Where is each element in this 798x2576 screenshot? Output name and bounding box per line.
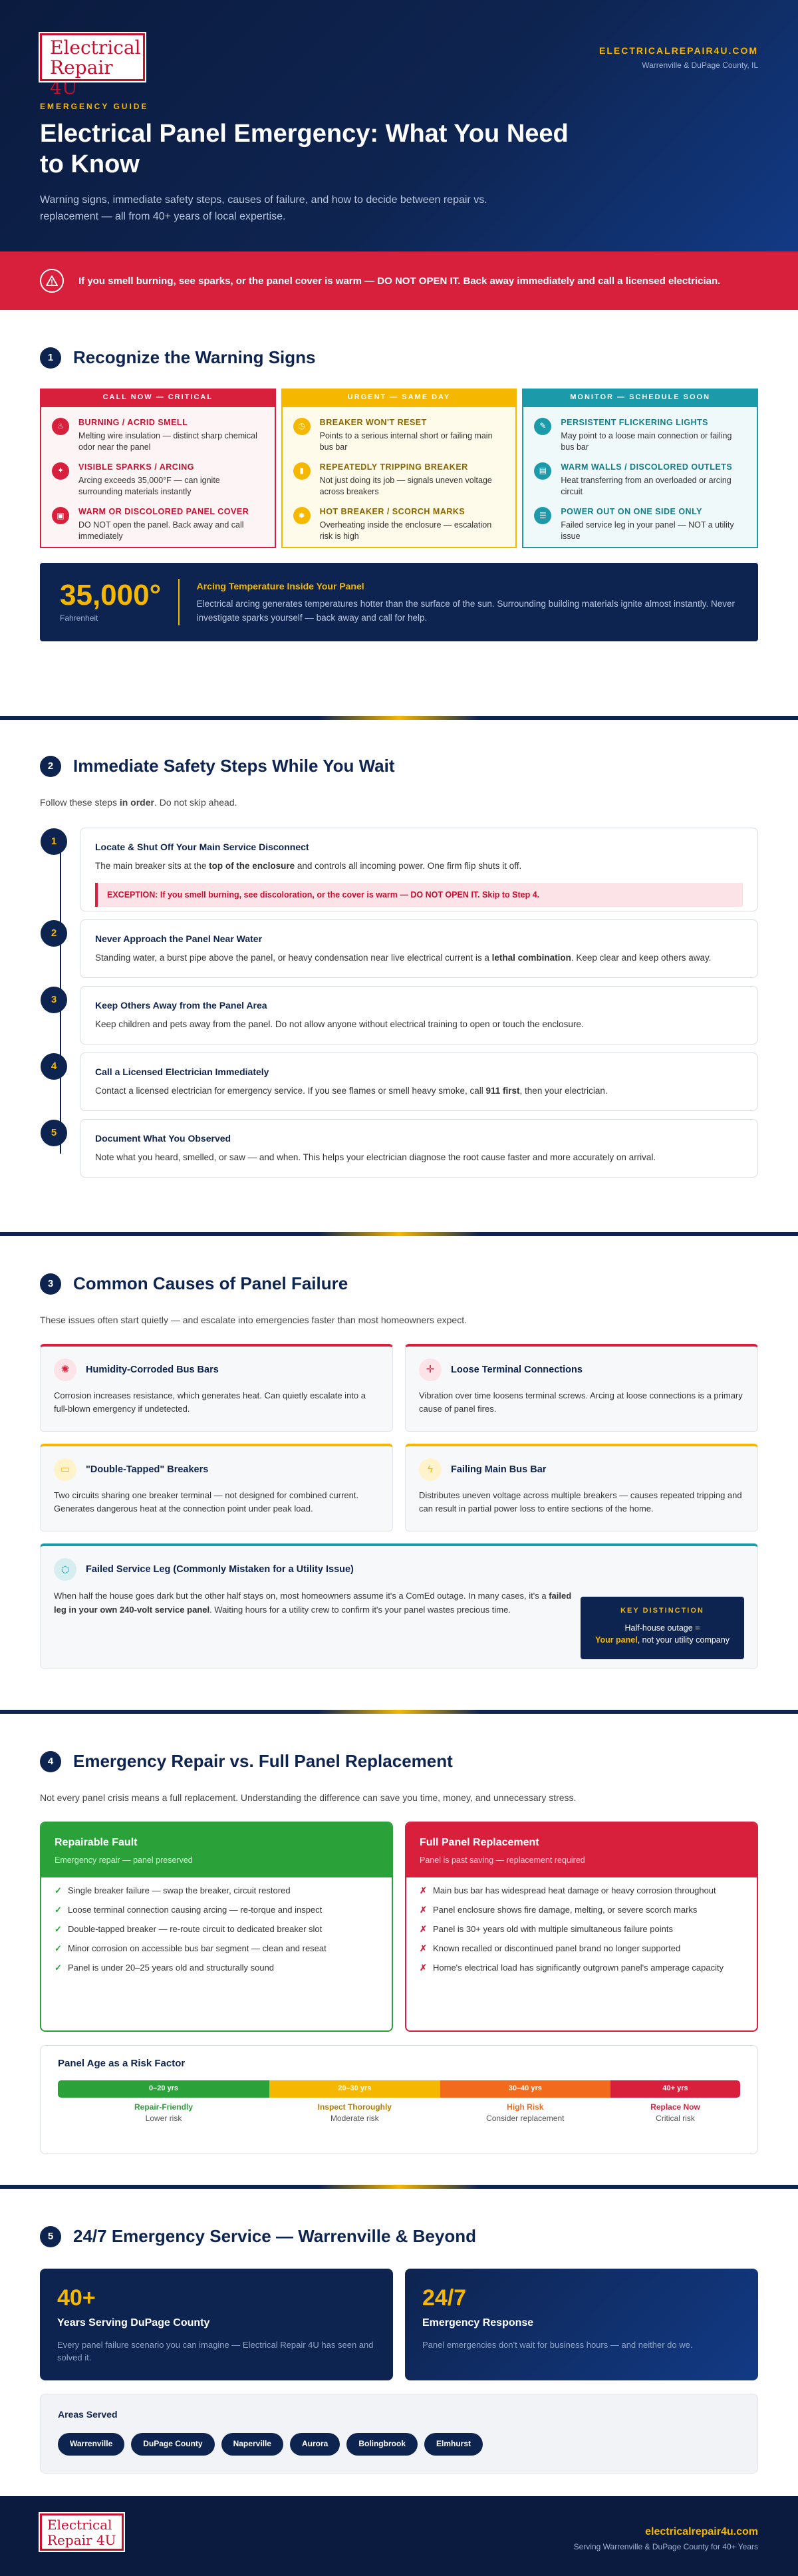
list-item <box>420 1942 743 1955</box>
logo-line-2: Repair 4U <box>47 2532 116 2548</box>
section-number: 2 <box>40 756 61 777</box>
warning-title: WARM OR DISCOLORED PANEL COVER <box>78 507 249 517</box>
section-title: 24/7 Emergency Service — Warrenville & Beyond <box>73 2226 476 2247</box>
step-description: The main breaker sits at the top of the enclosure and controls all incoming power. One firm flip shuts it off. <box>95 860 522 871</box>
section-lead: Not every panel crisis means a full replacement. Understanding the difference can save you time, money, and unnecessary stress. <box>40 1792 577 1803</box>
arcing-stat-banner <box>40 563 758 641</box>
list-item <box>55 1961 378 1974</box>
card-subtitle: Panel is past saving — replacement required <box>420 1855 585 1865</box>
section-service <box>0 2189 798 2486</box>
cause-description: Vibration over time loosens terminal screws. Arcing at loose connections is a primary cause of panel fires. <box>419 1390 743 1414</box>
corrosion-icon: ✺ <box>54 1359 76 1381</box>
repair-list <box>41 1877 392 1987</box>
list-text: Panel is 30+ years old with multiple simultaneous failure points <box>433 1924 673 1935</box>
cause-header <box>54 1359 379 1381</box>
step-number: 5 <box>41 1120 67 1146</box>
list-text: Double-tapped breaker — re-route circuit to dedicated breaker slot <box>68 1924 323 1935</box>
step-description: Note what you heard, smelled, or saw — and when. This helps your electrician diagnose the root cause faster and more accurately on arrival. <box>95 1152 656 1162</box>
list-marker-icon: ✗ <box>420 1885 427 1896</box>
bulb-icon: ✎ <box>534 418 551 435</box>
list-marker-icon: ✗ <box>420 1963 427 1973</box>
warning-description: Failed service leg in your panel — NOT a utility issue <box>561 520 734 542</box>
section-title: Immediate Safety Steps While You Wait <box>73 756 395 776</box>
risk-label <box>440 2102 611 2125</box>
risk-segment: 0–20 yrs <box>58 2080 269 2098</box>
warning-description: May point to a loose main connection or failing bus bar <box>561 431 732 452</box>
footer-tagline: Serving Warrenville & DuPage County for 40+ Years <box>573 2542 758 2551</box>
section-warning-signs <box>0 310 798 716</box>
warning-description: Not just doing its job — signals uneven voltage across breakers <box>319 476 492 497</box>
section-lead: These issues often start quietly — and escalate into emergencies faster than most homeowners expect. <box>40 1315 467 1325</box>
alert-text: If you smell burning, see sparks, or the panel cover is warm — DO NOT OPEN IT. Back away immediately and call a licensed electrician. <box>78 275 721 287</box>
crosshair-icon: ✛ <box>419 1359 442 1381</box>
risk-label <box>610 2102 740 2125</box>
section-heading <box>40 1747 758 1776</box>
section-title: Emergency Repair vs. Full Panel Replacement <box>73 1751 453 1772</box>
risk-segment: 30–40 yrs <box>440 2080 611 2098</box>
key-distinction-answer: Your panel, not your utility company <box>595 1635 730 1645</box>
response-title: Emergency Response <box>422 2317 534 2329</box>
list-marker-icon: ✓ <box>55 1963 62 1973</box>
logo-line-1: Electrical <box>50 37 141 59</box>
warning-item <box>293 461 505 498</box>
list-text: Home's electrical load has significantly outgrown panel's amperage capacity <box>433 1963 724 1973</box>
risk-bar <box>58 2080 740 2098</box>
warning-item <box>52 416 264 453</box>
step-card <box>51 1119 758 1178</box>
risk-name: Inspect Thoroughly <box>317 2102 392 2112</box>
list-text: Single breaker failure — swap the breaker, circuit restored <box>68 1885 291 1896</box>
warning-description: Overheating inside the enclosure — escalation risk is high <box>319 520 492 542</box>
panel-age-risk <box>40 2045 758 2154</box>
step-card <box>51 1052 758 1111</box>
section-repair-vs-replace <box>0 1714 798 2185</box>
response-value: 24/7 <box>422 2285 467 2311</box>
list-marker-icon: ✗ <box>420 1924 427 1935</box>
list-text: Minor corrosion on accessible bus bar segment — clean and reseat <box>68 1943 327 1954</box>
warning-item <box>534 506 746 542</box>
years-value: 40+ <box>57 2285 96 2311</box>
list-text: Panel is under 20–25 years old and structurally sound <box>68 1963 275 1973</box>
column-header: MONITOR — SCHEDULE SOON <box>522 389 758 407</box>
column-body <box>522 407 758 548</box>
response-description: Panel emergencies don't wait for business hours — and neither do we. <box>422 2340 693 2350</box>
section-title: Recognize the Warning Signs <box>73 347 316 368</box>
risk-name: Repair-Friendly <box>134 2102 194 2112</box>
step-number: 2 <box>41 920 67 947</box>
cause-title: Failing Main Bus Bar <box>451 1464 547 1475</box>
card-title: Full Panel Replacement <box>420 1837 539 1849</box>
section-number: 1 <box>40 347 61 369</box>
list-text: Main bus bar has widespread heat damage or heavy corrosion throughout <box>433 1885 716 1896</box>
area-chip[interactable]: Warrenville <box>58 2433 124 2455</box>
areas-served <box>40 2394 758 2474</box>
logo-line-2: Repair 4U <box>50 57 113 98</box>
service-leg-card <box>40 1543 758 1669</box>
area-chip[interactable]: Bolingbrook <box>346 2433 418 2455</box>
warning-item <box>293 506 505 542</box>
warning-item <box>293 416 505 453</box>
causes-grid <box>40 1344 758 1531</box>
section-safety-steps <box>0 720 798 1232</box>
cause-description: Corrosion increases resistance, which generates heat. Can quietly escalate into a full-blown emergency if undetected. <box>54 1390 366 1414</box>
list-marker-icon: ✓ <box>55 1943 62 1954</box>
warning-description: Points to a serious internal short or failing main bus bar <box>319 431 493 452</box>
warning-column <box>281 389 517 548</box>
clock-icon: ◷ <box>293 418 311 435</box>
stat-unit: Fahrenheit <box>60 613 98 623</box>
section-causes <box>0 1236 798 1710</box>
footer-logo[interactable] <box>40 2513 124 2551</box>
step-number: 1 <box>41 828 67 855</box>
card-title: Failed Service Leg (Commonly Mistaken for a Utility Issue) <box>86 1563 354 1575</box>
replace-list <box>406 1877 757 1987</box>
cause-card <box>405 1344 758 1432</box>
section-lead: Follow these steps in order. Do not skip ahead. <box>40 797 237 808</box>
column-header: CALL NOW — CRITICAL <box>40 389 276 407</box>
warning-column <box>40 389 276 548</box>
warning-title: VISIBLE SPARKS / ARCING <box>78 462 195 472</box>
logo-line-1: Electrical <box>47 2517 112 2533</box>
risk-labels <box>58 2102 740 2125</box>
step-exception: EXCEPTION: If you smell burning, see discoloration, or the cover is warm — DO NOT OPEN IT. Skip to Step 4. <box>95 883 743 907</box>
bolt-icon: ϟ <box>419 1458 442 1481</box>
step-title: Document What You Observed <box>95 1133 231 1144</box>
list-marker-icon: ✓ <box>55 1905 62 1915</box>
sun-icon: ✹ <box>293 507 311 524</box>
step-title: Call a Licensed Electrician Immediately <box>95 1066 269 1078</box>
areas-title: Areas Served <box>58 2409 118 2420</box>
warning-columns <box>40 389 758 548</box>
footer-url-link[interactable]: electricalrepair4u.com <box>645 2526 758 2537</box>
step-card <box>51 919 758 978</box>
steps-list <box>40 828 758 1178</box>
section-number: 4 <box>40 1751 61 1772</box>
page-title: Electrical Panel Emergency: What You Need to Know <box>40 120 569 178</box>
warning-title: BURNING / ACRID SMELL <box>78 418 188 427</box>
risk-level: Critical risk <box>656 2114 695 2124</box>
section-number: 5 <box>40 2226 61 2247</box>
risk-title: Panel Age as a Risk Factor <box>58 2058 186 2070</box>
warning-title: REPEATEDLY TRIPPING BREAKER <box>319 462 468 472</box>
step-description: Contact a licensed electrician for emergency service. If you see flames or smell heavy smoke, call 911 first, then your electrician. <box>95 1085 608 1096</box>
step-number: 4 <box>41 1053 67 1080</box>
card-title: Repairable Fault <box>55 1837 138 1849</box>
key-distinction-line: Half-house outage = <box>624 1623 700 1633</box>
area-chip[interactable]: Aurora <box>290 2433 340 2455</box>
key-distinction-label: KEY DISTINCTION <box>620 1607 704 1615</box>
risk-label <box>269 2102 440 2125</box>
section-title: Common Causes of Panel Failure <box>73 1273 348 1294</box>
cause-card <box>405 1444 758 1531</box>
cause-card <box>40 1344 393 1432</box>
risk-level: Moderate risk <box>330 2114 379 2124</box>
breaker-icon: ▭ <box>54 1458 76 1481</box>
step-number: 3 <box>41 987 67 1013</box>
warning-title: POWER OUT ON ONE SIDE ONLY <box>561 507 702 517</box>
list-text: Panel enclosure shows fire damage, melting, or severe scorch marks <box>433 1905 698 1915</box>
bars-icon: ▮ <box>293 462 311 480</box>
repair-replace-compare <box>40 1822 758 2032</box>
cause-header <box>419 1458 744 1481</box>
warning-item <box>534 416 746 453</box>
panel-icon: ▣ <box>52 507 69 524</box>
list-item <box>55 1884 378 1897</box>
column-body <box>281 407 517 548</box>
key-distinction-box <box>581 1597 744 1659</box>
warning-description: Melting wire insulation — distinct sharp chemical odor near the panel <box>78 431 257 452</box>
warning-description: Arcing exceeds 35,000°F — can ignite surrounding materials instantly <box>78 476 220 497</box>
card-subtitle: Emergency repair — panel preserved <box>55 1855 193 1865</box>
warning-item <box>52 506 264 542</box>
risk-level: Consider replacement <box>486 2114 565 2124</box>
warning-title: BREAKER WON'T RESET <box>319 418 427 427</box>
cause-description: Distributes uneven voltage across multiple breakers — causes repeated tripping and can result in partial power loss to entire sections of the home. <box>419 1490 742 1514</box>
stat-description: Electrical arcing generates temperatures hotter than the surface of the sun. Surrounding building materials ignite almost instantly. Never investigate sparks yourself — back away and call for help. <box>196 599 735 623</box>
cause-title: "Double-Tapped" Breakers <box>86 1464 209 1475</box>
stat-title: Arcing Temperature Inside Your Panel <box>196 580 364 591</box>
step-description: Keep children and pets away from the panel. Do not allow anyone without electrical training to open or touch the enclosure. <box>95 1019 584 1029</box>
risk-level: Lower risk <box>145 2114 182 2124</box>
list-item <box>55 1923 378 1935</box>
cause-title: Loose Terminal Connections <box>451 1364 583 1375</box>
warning-column <box>522 389 758 548</box>
cause-header <box>54 1458 379 1481</box>
card-description: When half the house goes dark but the other half stays on, most homeowners assume it's a ComEd outage. In many cases, it's a failed leg in your own 240-volt service panel. Waiting hours for a utility crew to confirm it's your panel wastes precious time. <box>54 1591 572 1615</box>
section-heading <box>40 1269 758 1299</box>
risk-label <box>58 2102 269 2125</box>
cause-title: Humidity-Corroded Bus Bars <box>86 1364 219 1375</box>
danger-alert-banner <box>0 251 798 310</box>
step-title: Never Approach the Panel Near Water <box>95 933 263 945</box>
warning-description: DO NOT open the panel. Back away and call immediately <box>78 520 244 542</box>
risk-name: High Risk <box>507 2102 544 2112</box>
area-chip[interactable]: Elmhurst <box>424 2433 483 2455</box>
risk-segment: 20–30 yrs <box>269 2080 440 2098</box>
list-item <box>420 1903 743 1916</box>
service-cards <box>40 2269 758 2380</box>
warning-description: Heat transferring from an overloaded or arcing circuit <box>561 476 732 497</box>
warning-item <box>534 461 746 498</box>
cause-header <box>419 1359 744 1381</box>
warning-item <box>52 461 264 498</box>
list-item <box>55 1903 378 1916</box>
column-header: URGENT — SAME DAY <box>281 389 517 407</box>
list-item <box>420 1884 743 1897</box>
hexagon-icon: ⬡ <box>54 1558 76 1581</box>
warning-title: PERSISTENT FLICKERING LIGHTS <box>561 418 708 427</box>
section-heading <box>40 2222 758 2251</box>
card-header <box>41 1823 392 1877</box>
area-chip[interactable]: Naperville <box>221 2433 283 2455</box>
section-number: 3 <box>40 1273 61 1295</box>
area-chips <box>58 2433 740 2455</box>
list-item <box>55 1942 378 1955</box>
list-marker-icon: ✓ <box>55 1885 62 1896</box>
list-icon: ☰ <box>534 507 551 524</box>
repairable-fault-card <box>40 1822 393 2032</box>
warning-title: HOT BREAKER / SCORCH MARKS <box>319 507 466 517</box>
site-url-link[interactable]: ELECTRICALREPAIR4U.COM <box>599 45 758 56</box>
years-title: Years Serving DuPage County <box>57 2317 210 2329</box>
step-description: Standing water, a burst pipe above the panel, or heavy condensation near live electrical current is a lethal combination. Keep clear and keep others away. <box>95 952 712 963</box>
section-heading <box>40 752 758 781</box>
list-text: Known recalled or discontinued panel brand no longer supported <box>433 1943 681 1954</box>
spark-icon: ✦ <box>52 462 69 480</box>
cause-card <box>40 1444 393 1531</box>
risk-segment: 40+ yrs <box>610 2080 740 2098</box>
area-chip[interactable]: DuPage County <box>131 2433 214 2455</box>
footer <box>0 2496 798 2576</box>
outlet-icon: ▤ <box>534 462 551 480</box>
warning-title: WARM WALLS / DISCOLORED OUTLETS <box>561 462 733 472</box>
response-card <box>405 2269 758 2380</box>
column-body <box>40 407 276 548</box>
eyebrow: EMERGENCY GUIDE <box>40 102 149 111</box>
flame-icon: ♨ <box>52 418 69 435</box>
stat-divider <box>178 579 179 625</box>
list-marker-icon: ✗ <box>420 1905 427 1915</box>
list-text: Loose terminal connection causing arcing — re-torque and inspect <box>68 1905 323 1915</box>
stat-value: 35,000° <box>60 579 162 612</box>
years-description: Every panel failure scenario you can imagine — Electrical Repair 4U has seen and solved it. <box>57 2340 374 2363</box>
hero-header <box>0 0 798 251</box>
list-item <box>420 1923 743 1935</box>
page-subtitle: Warning signs, immediate safety steps, causes of failure, and how to decide between repair vs. replacement — all from 40+ years of local expertise. <box>40 194 487 222</box>
years-card <box>40 2269 393 2380</box>
step-card <box>51 828 758 911</box>
list-item <box>420 1961 743 1974</box>
list-marker-icon: ✓ <box>55 1924 62 1935</box>
step-card <box>51 986 758 1045</box>
step-title: Keep Others Away from the Panel Area <box>95 1000 267 1011</box>
cause-description: Two circuits sharing one breaker terminal — not designed for combined current. Generates dangerous heat at the connection point under peak load. <box>54 1490 359 1514</box>
list-marker-icon: ✗ <box>420 1943 427 1954</box>
brand-logo[interactable] <box>40 33 145 98</box>
card-header <box>406 1823 757 1877</box>
risk-name: Replace Now <box>650 2102 700 2112</box>
site-info <box>599 44 758 72</box>
full-replacement-card <box>405 1822 758 2032</box>
site-location: Warrenville & DuPage County, IL <box>642 61 758 71</box>
step-title: Locate & Shut Off Your Main Service Disconnect <box>95 842 309 853</box>
warning-triangle-icon <box>40 269 64 293</box>
section-heading <box>40 343 758 373</box>
